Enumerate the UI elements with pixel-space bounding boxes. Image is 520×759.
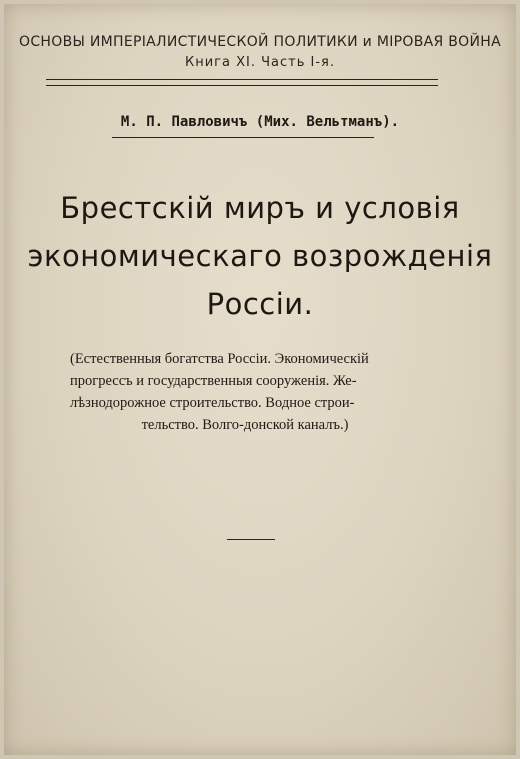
subtitle-line: прогрессъ и государственныя сооруженія. Же- [70, 373, 357, 389]
subtitle-line: тельство. Волго-донской каналъ.) [141, 417, 349, 433]
series-title: ОСНОВЫ ИМПЕРІАЛИСТИЧЕСКОЙ ПОЛИТИКИ и МІРОВАЯ ВОЙНА [19, 34, 501, 50]
author-name: М. П. Павловичъ (Мих. Вельтманъ). [120, 114, 400, 130]
subtitle-line: лѣзнодорожное строительство. Водное строи- [70, 395, 355, 411]
title-line: Брестскій миръ и условія [60, 191, 460, 225]
book-title [4, 184, 516, 328]
book-part-label: Книга XI. Часть І-я. [185, 55, 335, 70]
author-underline [112, 137, 374, 138]
title-line: экономическаго возрожденія [27, 239, 493, 273]
subtitle-contents [70, 348, 420, 436]
subtitle-line: (Естественныя богатства Россіи. Экономическій [70, 351, 369, 367]
double-rule-divider [46, 79, 438, 86]
book-cover-page [4, 4, 516, 755]
short-divider [227, 539, 275, 540]
title-line: Россіи. [206, 287, 314, 321]
